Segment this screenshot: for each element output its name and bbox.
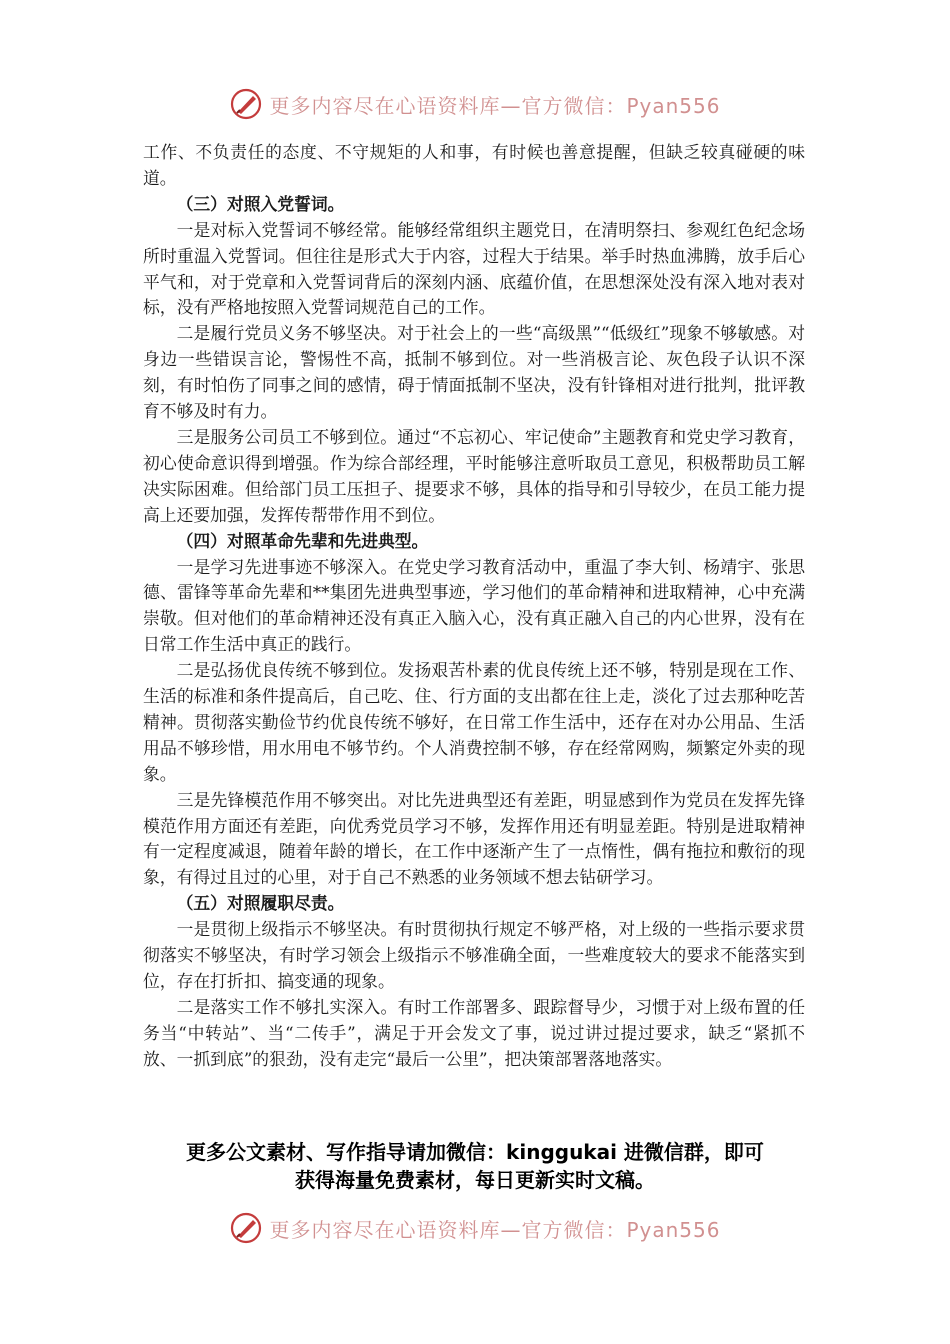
paragraph: 二是履行党员义务不够坚决。对于社会上的一些“高级黑”“低级红”现象不够敏感。对身边一些错误言论，警惕性不高，抵制不够到位。对一些消极言论、灰色段子认识不深刻，有时怕伤了同事之间的感情，碍于情面抵制不坚决，没有针锋相对进行批判，批评教育不够及时有力。 [143, 323, 805, 422]
pen-logo-icon [229, 87, 263, 121]
paragraph: 二是弘扬优良传统不够到位。发扬艰苦朴素的优良传统上还不够，特别是现在工作、生活的标准和条件提高后，自己吃、住、行方面的支出都在往上走，淡化了过去那种吃苦精神。贯彻落实勤俭节约优良传统不够好，在日常工作生活中，还存在对办公用品、生活用品不够珍惜，用水用电不够节约。个人消费控制不够，存在经常网购，频繁定外卖的现象。 [143, 660, 805, 784]
watermark-bottom [0, 1208, 950, 1248]
promo-notice-line: 获得海量免费素材，每日更新实时文稿。 [295, 1168, 655, 1192]
paragraph: 一是对标入党誓词不够经常。能够经常组织主题党日，在清明祭扫、参观红色纪念场所时重温入党誓词。但往往是形式大于内容，过程大于结果。举手时热血沸腾，放手后心平气和，对于党章和入党誓词背后的深刻内涵、底蕴价值，在思想深处没有深入地对表对标，没有严格地按照入党誓词规范自己的工作。 [143, 219, 805, 318]
paragraph: 二是落实工作不够扎实深入。有时工作部署多、跟踪督导少，习惯于对上级布置的任务当“中转站”、当“二传手”，满足于开会发文了事，说过讲过提过要求，缺乏“紧抓不放、一抓到底”的狠劲，没有走完“最后一公里”，把决策部署落地落实。 [143, 996, 805, 1069]
section-heading: （五）对照履职尽责。 [176, 893, 345, 914]
section-heading: （三）对照入党誓词。 [176, 193, 345, 214]
paragraph: 一是贯彻上级指示不够坚决。有时贯彻执行规定不够严格，对上级的一些指示要求贯彻落实不够坚决，有时学习领会上级指示不够准确全面，一些难度较大的要求不能落实到位，存在打折扣、搞变通的现象。 [143, 919, 805, 991]
document-body [143, 140, 805, 1073]
watermark-top [0, 84, 950, 124]
paragraph: 一是学习先进事迹不够深入。在党史学习教育活动中，重温了李大钊、杨靖宇、张思德、雷锋等革命先辈和**集团先进典型事迹，学习他们的革命精神和进取精神，心中充满崇敬。但对他们的革命精神还没有真正入脑入心，没有真正融入自己的内心世界，没有在日常工作生活中真正的践行。 [143, 556, 805, 655]
paragraph: 三是服务公司员工不够到位。通过“不忘初心、牢记使命”主题教育和党史学习教育，初心使命意识得到增强。作为综合部经理，平时能够注意听取员工意见，积极帮助员工解决实际困难。但给部门员工压担子、提要求不够，具体的指导和引导较少，在员工能力提高上还要加强，发挥传帮带作用不到位。 [143, 426, 805, 525]
section-heading: （四）对照革命先辈和先进典型。 [176, 530, 429, 551]
promo-notice-line: 更多公文素材、写作指导请加微信：kinggukai 进微信群，即可 [186, 1140, 764, 1164]
watermark-text: 更多内容尽在心语资料库—官方微信：Pyan556 [269, 93, 721, 118]
pen-logo-icon [229, 1211, 263, 1245]
promo-notice [120, 1138, 830, 1194]
watermark-text: 更多内容尽在心语资料库—官方微信：Pyan556 [269, 1217, 721, 1242]
paragraph: 三是先锋模范作用不够突出。对比先进典型还有差距，明显感到作为党员在发挥先锋模范作用方面还有差距，向优秀党员学习不够，发挥作用还有明显差距。特别是进取精神有一定程度减退，随着年龄的增长，在工作中逐渐产生了一点惰性，偶有拖拉和敷衍的现象，有得过且过的心里，对于自己不熟悉的业务领域不想去钻研学习。 [143, 789, 805, 888]
paragraph: 工作、不负责任的态度、不守规矩的人和事，有时候也善意提醒，但缺乏较真碰硬的味道。 [143, 142, 805, 188]
